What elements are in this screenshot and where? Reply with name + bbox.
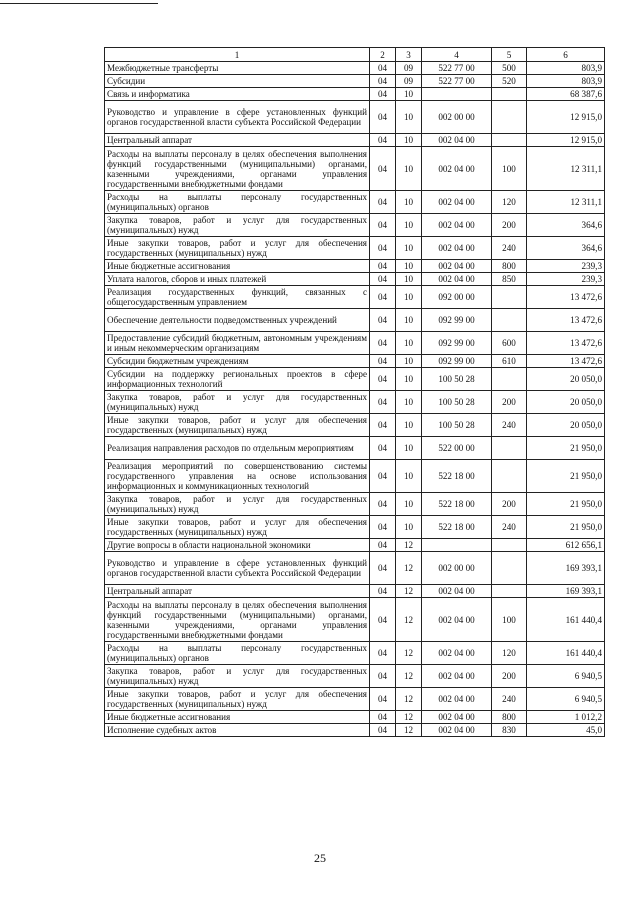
amount: 161 440,4 [527,598,605,642]
target-article-code: 002 04 00 [422,191,492,214]
row-name: Субсидии [105,75,370,88]
target-article-code: 002 04 00 [422,665,492,688]
section-code: 04 [370,214,396,237]
table-row [105,391,605,414]
row-name: Другие вопросы в области национальной экономики [105,539,370,552]
amount: 12 915,0 [527,134,605,147]
expense-type-code: 500 [492,62,527,75]
table-row [105,134,605,147]
amount: 6 940,5 [527,665,605,688]
row-name: Расходы на выплаты персоналу в целях обеспечения выполнения функций государственными (муниципальными) органами, казенными учреждениями, органами управления государственными внебюджетными фондами [105,598,370,642]
expense-type-code: 610 [492,355,527,368]
budget-table [104,47,605,737]
section-code: 04 [370,273,396,286]
header-cell-1: 1 [105,48,370,62]
section-code: 04 [370,286,396,309]
target-article-code: 002 04 00 [422,711,492,724]
row-name: Расходы на выплаты персоналу государственных (муниципальных) органов [105,191,370,214]
row-name: Субсидии на поддержку региональных проектов в сфере информационных технологий [105,368,370,391]
expense-type-code: 100 [492,598,527,642]
amount: 12 915,0 [527,101,605,134]
amount: 169 393,1 [527,552,605,585]
subsection-code: 12 [396,711,422,724]
target-article-code: 100 50 28 [422,391,492,414]
section-code: 04 [370,724,396,737]
section-code: 04 [370,101,396,134]
expense-type-code [492,368,527,391]
subsection-code: 12 [396,688,422,711]
row-name: Реализация государственных функций, связанных с общегосударственным управлением [105,286,370,309]
target-article-code: 002 04 00 [422,642,492,665]
target-article-code [422,88,492,101]
amount: 161 440,4 [527,642,605,665]
expense-type-code: 200 [492,391,527,414]
table-row [105,191,605,214]
section-code: 04 [370,414,396,437]
subsection-code: 10 [396,414,422,437]
target-article-code: 092 99 00 [422,309,492,332]
amount: 364,6 [527,214,605,237]
subsection-code: 10 [396,191,422,214]
amount: 13 472,6 [527,355,605,368]
subsection-code: 12 [396,642,422,665]
amount: 13 472,6 [527,286,605,309]
amount: 6 940,5 [527,688,605,711]
subsection-code: 10 [396,309,422,332]
row-name: Уплата налогов, сборов и иных платежей [105,273,370,286]
target-article-code: 522 18 00 [422,516,492,539]
row-name: Иные закупки товаров, работ и услуг для обеспечения государственных (муниципальных) нужд [105,414,370,437]
subsection-code: 10 [396,260,422,273]
table-row [105,62,605,75]
row-name: Связь и информатика [105,88,370,101]
amount: 239,3 [527,273,605,286]
subsection-code: 10 [396,355,422,368]
table-row [105,368,605,391]
amount: 612 656,1 [527,539,605,552]
target-article-code: 100 50 28 [422,368,492,391]
expense-type-code: 240 [492,237,527,260]
table-row [105,101,605,134]
target-article-code: 002 04 00 [422,260,492,273]
table-row [105,724,605,737]
header-cell-6: 6 [527,48,605,62]
target-article-code: 522 77 00 [422,62,492,75]
expense-type-code [492,286,527,309]
expense-type-code: 120 [492,191,527,214]
section-code: 04 [370,75,396,88]
target-article-code: 522 77 00 [422,75,492,88]
row-name: Центральный аппарат [105,134,370,147]
subsection-code: 12 [396,585,422,598]
amount: 20 050,0 [527,391,605,414]
row-name: Предоставление субсидий бюджетным, автономным учреждениям и иным некоммерческим организациям [105,332,370,355]
table-row [105,286,605,309]
table-row [105,711,605,724]
subsection-code: 10 [396,460,422,493]
table-row [105,585,605,598]
subsection-code: 10 [396,214,422,237]
section-code: 04 [370,585,396,598]
expense-type-code: 200 [492,493,527,516]
expense-type-code: 800 [492,260,527,273]
section-code: 04 [370,309,396,332]
section-code: 04 [370,665,396,688]
amount: 68 387,6 [527,88,605,101]
header-cell-2: 2 [370,48,396,62]
subsection-code: 12 [396,598,422,642]
expense-type-code [492,552,527,585]
amount: 239,3 [527,260,605,273]
table-row [105,147,605,191]
row-name: Исполнение судебных актов [105,724,370,737]
target-article-code: 002 04 00 [422,134,492,147]
section-code: 04 [370,368,396,391]
row-name: Субсидии бюджетным учреждениям [105,355,370,368]
row-name: Межбюджетные трансферты [105,62,370,75]
row-name: Руководство и управление в сфере установленных функций органов государственной власти субъекта Российской Федерации [105,101,370,134]
subsection-code: 10 [396,368,422,391]
target-article-code: 002 04 00 [422,598,492,642]
target-article-code: 092 00 00 [422,286,492,309]
top-rule [0,3,158,4]
section-code: 04 [370,552,396,585]
header-row [105,48,605,62]
table-row [105,437,605,460]
table-row [105,214,605,237]
amount: 803,9 [527,62,605,75]
target-article-code: 100 50 28 [422,414,492,437]
subsection-code: 10 [396,493,422,516]
row-name: Расходы на выплаты персоналу государственных (муниципальных) органов [105,642,370,665]
table-row [105,598,605,642]
table-row [105,260,605,273]
table-row [105,539,605,552]
table-row [105,355,605,368]
row-name: Реализация направления расходов по отдельным мероприятиям [105,437,370,460]
target-article-code: 002 04 00 [422,237,492,260]
row-name: Расходы на выплаты персоналу в целях обеспечения выполнения функций государственными (муниципальными) органами, казенными учреждениями, органами управления государственными внебюджетными фондами [105,147,370,191]
expense-type-code [492,134,527,147]
table-row [105,516,605,539]
expense-type-code: 830 [492,724,527,737]
target-article-code: 522 18 00 [422,493,492,516]
page-number: 25 [314,851,326,865]
expense-type-code: 240 [492,688,527,711]
subsection-code: 12 [396,539,422,552]
expense-type-code: 200 [492,665,527,688]
section-code: 04 [370,88,396,101]
amount: 803,9 [527,75,605,88]
target-article-code: 092 99 00 [422,355,492,368]
subsection-code: 10 [396,516,422,539]
section-code: 04 [370,260,396,273]
section-code: 04 [370,493,396,516]
amount: 169 393,1 [527,585,605,598]
target-article-code: 002 04 00 [422,147,492,191]
expense-type-code: 800 [492,711,527,724]
amount: 45,0 [527,724,605,737]
table-row [105,309,605,332]
expense-type-code [492,585,527,598]
amount: 12 311,1 [527,147,605,191]
budget-table-container [104,47,604,737]
header-cell-3: 3 [396,48,422,62]
expense-type-code [492,437,527,460]
subsection-code: 10 [396,437,422,460]
target-article-code [422,539,492,552]
header-cell-4: 4 [422,48,492,62]
target-article-code: 002 04 00 [422,214,492,237]
section-code: 04 [370,711,396,724]
table-row [105,665,605,688]
table-body [105,62,605,737]
subsection-code: 10 [396,286,422,309]
target-article-code: 522 00 00 [422,437,492,460]
section-code: 04 [370,642,396,665]
target-article-code: 522 18 00 [422,460,492,493]
subsection-code: 10 [396,134,422,147]
table-row [105,88,605,101]
target-article-code: 002 04 00 [422,273,492,286]
row-name: Иные закупки товаров, работ и услуг для обеспечения государственных (муниципальных) нужд [105,688,370,711]
row-name: Обеспечение деятельности подведомственных учреждений [105,309,370,332]
row-name: Иные закупки товаров, работ и услуг для обеспечения государственных (муниципальных) нужд [105,516,370,539]
row-name: Иные бюджетные ассигнования [105,260,370,273]
subsection-code: 10 [396,391,422,414]
expense-type-code: 240 [492,414,527,437]
target-article-code: 002 00 00 [422,101,492,134]
section-code: 04 [370,191,396,214]
expense-type-code [492,88,527,101]
table-row [105,493,605,516]
subsection-code: 09 [396,75,422,88]
section-code: 04 [370,688,396,711]
amount: 20 050,0 [527,368,605,391]
amount: 12 311,1 [527,191,605,214]
table-row [105,75,605,88]
amount: 13 472,6 [527,309,605,332]
target-article-code: 092 99 00 [422,332,492,355]
row-name: Иные бюджетные ассигнования [105,711,370,724]
amount: 21 950,0 [527,516,605,539]
target-article-code: 002 04 00 [422,585,492,598]
section-code: 04 [370,391,396,414]
section-code: 04 [370,437,396,460]
expense-type-code: 240 [492,516,527,539]
section-code: 04 [370,237,396,260]
section-code: 04 [370,460,396,493]
row-name: Иные закупки товаров, работ и услуг для обеспечения государственных (муниципальных) нужд [105,237,370,260]
subsection-code: 10 [396,147,422,191]
table-row [105,237,605,260]
target-article-code: 002 00 00 [422,552,492,585]
target-article-code: 002 04 00 [422,724,492,737]
subsection-code: 09 [396,62,422,75]
table-row [105,414,605,437]
expense-type-code: 120 [492,642,527,665]
expense-type-code: 600 [492,332,527,355]
table-row [105,642,605,665]
expense-type-code [492,309,527,332]
expense-type-code: 850 [492,273,527,286]
row-name: Реализация мероприятий по совершенствованию системы государственного управления на основе использования информационных и коммуникационных технологий [105,460,370,493]
subsection-code: 10 [396,332,422,355]
section-code: 04 [370,355,396,368]
section-code: 04 [370,62,396,75]
amount: 21 950,0 [527,437,605,460]
row-name: Закупка товаров, работ и услуг для государственных (муниципальных) нужд [105,214,370,237]
table-row [105,688,605,711]
subsection-code: 10 [396,101,422,134]
expense-type-code: 200 [492,214,527,237]
amount: 364,6 [527,237,605,260]
row-name: Закупка товаров, работ и услуг для государственных (муниципальных) нужд [105,665,370,688]
amount: 21 950,0 [527,460,605,493]
table-row [105,332,605,355]
amount: 13 472,6 [527,332,605,355]
section-code: 04 [370,516,396,539]
subsection-code: 12 [396,724,422,737]
header-cell-5: 5 [492,48,527,62]
target-article-code: 002 04 00 [422,688,492,711]
expense-type-code: 100 [492,147,527,191]
section-code: 04 [370,147,396,191]
subsection-code: 10 [396,88,422,101]
expense-type-code: 520 [492,75,527,88]
amount: 21 950,0 [527,493,605,516]
section-code: 04 [370,332,396,355]
row-name: Центральный аппарат [105,585,370,598]
section-code: 04 [370,539,396,552]
row-name: Закупка товаров, работ и услуг для государственных (муниципальных) нужд [105,391,370,414]
amount: 1 012,2 [527,711,605,724]
expense-type-code [492,101,527,134]
expense-type-code [492,539,527,552]
amount: 20 050,0 [527,414,605,437]
expense-type-code [492,460,527,493]
row-name: Руководство и управление в сфере установленных функций органов государственной власти субъекта Российской Федерации [105,552,370,585]
table-row [105,552,605,585]
table-row [105,460,605,493]
subsection-code: 10 [396,273,422,286]
table-row [105,273,605,286]
subsection-code: 10 [396,237,422,260]
subsection-code: 12 [396,665,422,688]
section-code: 04 [370,598,396,642]
row-name: Закупка товаров, работ и услуг для государственных (муниципальных) нужд [105,493,370,516]
subsection-code: 12 [396,552,422,585]
section-code: 04 [370,134,396,147]
